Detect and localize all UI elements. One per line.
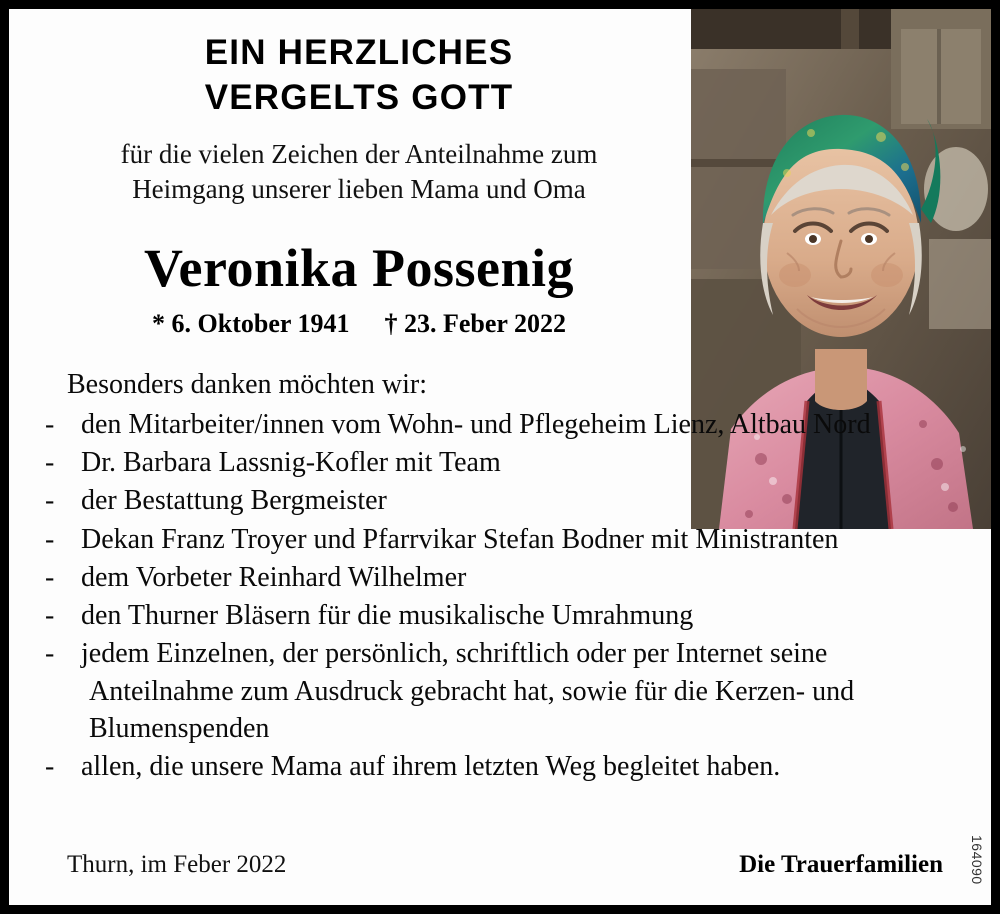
reference-code: 164090: [969, 835, 985, 885]
list-dash: -: [45, 523, 55, 555]
list-item: [45, 406, 967, 443]
life-dates: [9, 309, 709, 339]
headline-line-1: EIN HERZLICHES: [204, 33, 514, 72]
birth-date: * 6. Oktober 1941: [152, 309, 350, 338]
list-item-text: den Thurner Bläsern für die musikalische Umrahmung: [81, 600, 694, 632]
list-item: [45, 635, 967, 747]
place-and-date: Thurn, im Feber 2022: [67, 851, 287, 878]
list-item-text: Dr. Barbara Lassnig-Kofler mit Team: [81, 447, 501, 479]
list-item-text: dem Vorbeter Reinhard Wilhelmer: [81, 561, 467, 593]
list-dash: -: [45, 600, 55, 632]
list-item: [45, 444, 967, 481]
death-date: † 23. Feber 2022: [384, 309, 566, 338]
list-item-text: Dekan Franz Troyer und Pfarrvikar Stefan Bodner mit Ministranten: [81, 523, 839, 555]
list-item-text: den Mitarbeiter/innen vom Wohn- und Pflegeheim Lienz, Altbau Nord: [81, 408, 871, 440]
list-item: [45, 521, 967, 558]
signature: Die Trauerfamilien: [739, 851, 943, 878]
list-dash: -: [45, 447, 55, 479]
deceased-name: Veronika Possenig: [143, 238, 575, 298]
thanks-intro: Besonders danken möchten wir:: [67, 369, 428, 400]
headline-line-2: VERGELTS GOTT: [204, 77, 514, 117]
list-dash: -: [45, 561, 55, 593]
list-dash: -: [45, 638, 55, 670]
list-dash: -: [45, 485, 55, 517]
subtitle-line-1: für die vielen Zeichen der Anteilnahme zum: [120, 139, 598, 169]
list-item-text: allen, die unsere Mama auf ihrem letzten Weg begleitet haben.: [81, 751, 781, 783]
list-dash: -: [45, 751, 55, 783]
list-dash: -: [45, 408, 55, 440]
thanks-section: [45, 367, 967, 786]
notice-inner: [9, 9, 991, 905]
list-item-text: jedem Einzelnen, der persönlich, schriftlich oder per Internet seine Anteilnahme zum Ausdruck gebracht hat, sowie für die Kerzen- und Blumenspenden: [81, 638, 855, 744]
subtitle-line-2: Heimgang unserer lieben Mama und Oma: [132, 173, 586, 204]
subtitle: [9, 137, 709, 206]
list-item: [45, 597, 967, 634]
list-item: [45, 748, 967, 785]
list-item: [45, 559, 967, 596]
list-item-text: der Bestattung Bergmeister: [81, 485, 387, 517]
thanks-list: [45, 406, 967, 785]
list-item: [45, 482, 967, 519]
headline: [9, 31, 709, 121]
